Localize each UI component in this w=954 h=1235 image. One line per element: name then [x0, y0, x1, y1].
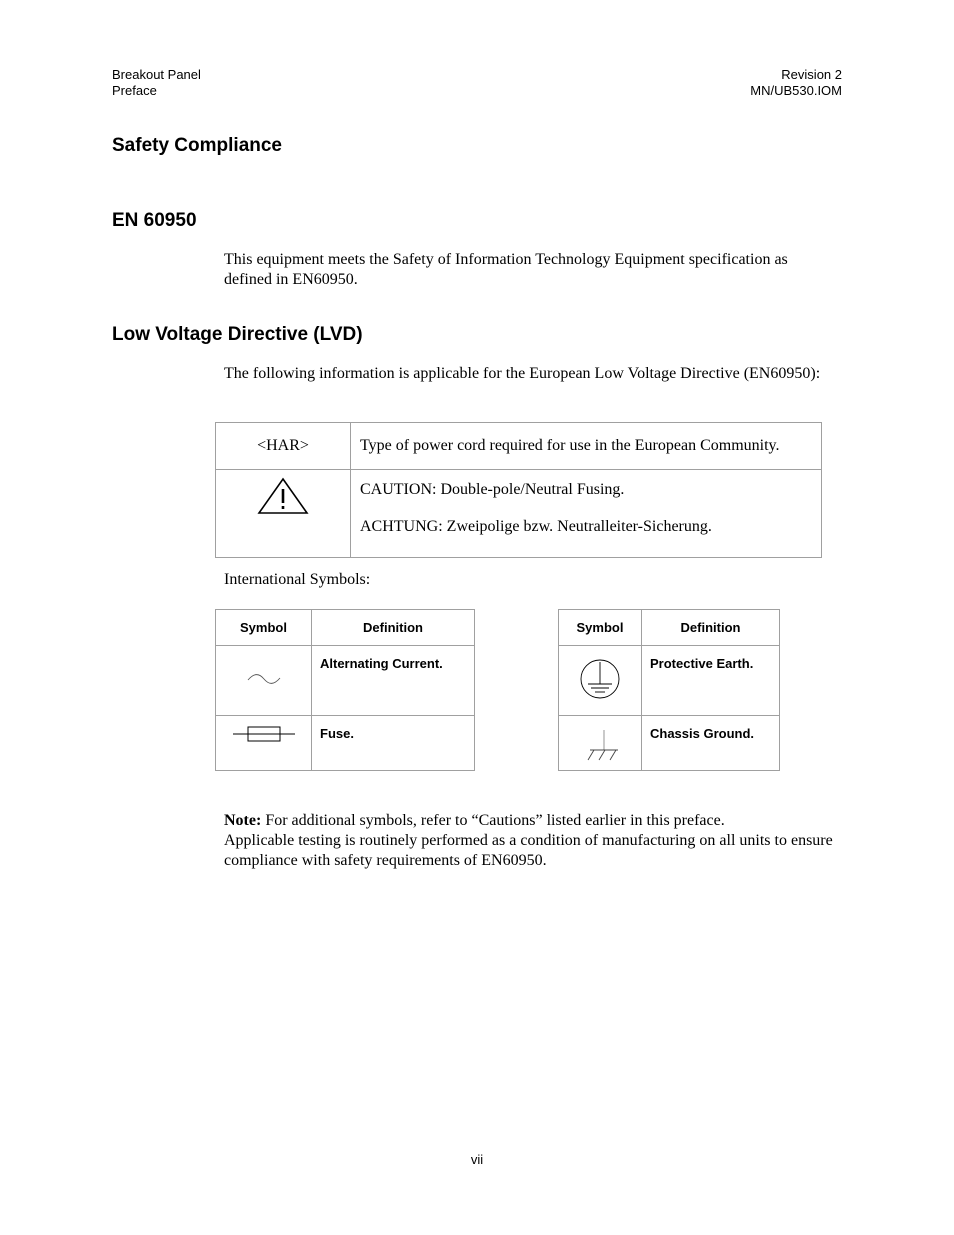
chassis-ground-icon: [578, 722, 622, 762]
har-symbol-cell: [216, 423, 351, 470]
table-header-row: [216, 610, 475, 646]
symbol-cell: [216, 646, 312, 716]
column-header-symbol: Symbol: [559, 610, 642, 646]
caution-symbol-cell: [216, 470, 351, 558]
note-paragraph: [224, 811, 836, 871]
symbol-cell: [559, 716, 642, 771]
definition-cell: [312, 646, 475, 716]
paragraph-en60950: This equipment meets the Safety of Information Technology Equipment specification as defined in EN60950.: [224, 251, 788, 288]
heading-safety-compliance: Safety Compliance: [112, 135, 282, 156]
header-doc-number: MN/UB530.IOM: [750, 83, 842, 98]
definition-alternating-current: Alternating Current.: [320, 656, 443, 671]
symbol-cell: [216, 716, 312, 771]
heading-en60950: EN 60950: [112, 210, 197, 231]
har-description: Type of power cord required for use in the European Community.: [360, 437, 780, 454]
running-header-right: [750, 67, 842, 99]
table-row: [559, 716, 780, 771]
running-header-left: [112, 67, 201, 99]
warning-triangle-icon: [256, 476, 310, 516]
symbols-table-right: [558, 609, 780, 771]
table-row: [216, 423, 822, 470]
table-row: [559, 646, 780, 716]
table-row: [216, 716, 475, 771]
symbols-table-left: [215, 609, 475, 771]
page-number: vii: [470, 1152, 484, 1167]
column-header-symbol: Symbol: [216, 610, 312, 646]
alternating-current-icon: [244, 671, 284, 687]
note-label: Note:: [224, 812, 262, 829]
protective-earth-icon: [578, 656, 622, 702]
note-text: For additional symbols, refer to “Cautions” listed earlier in this preface.: [261, 812, 725, 829]
header-section: Preface: [112, 83, 157, 98]
column-header-definition: Definition: [642, 610, 780, 646]
caution-english: CAUTION: Double-pole/Neutral Fusing.: [360, 481, 625, 498]
note-text-continued: Applicable testing is routinely performed as a condition of manufacturing on all units to ensure compliance with safety requirements of EN60950.: [224, 832, 833, 869]
column-header-definition: Definition: [312, 610, 475, 646]
definition-cell: [642, 646, 780, 716]
caution-german: ACHTUNG: Zweipolige bzw. Neutralleiter-Sicherung.: [360, 518, 712, 535]
international-symbols-label: International Symbols:: [224, 571, 371, 588]
table-row: [216, 470, 822, 558]
table-header-row: [559, 610, 780, 646]
definition-cell: [312, 716, 475, 771]
definition-protective-earth: Protective Earth.: [650, 656, 754, 671]
fuse-icon: [231, 724, 297, 744]
definition-chassis-ground: Chassis Ground.: [650, 726, 755, 741]
caution-description-cell: [351, 470, 822, 558]
heading-lvd: Low Voltage Directive (LVD): [112, 324, 363, 345]
definition-fuse: Fuse.: [320, 726, 354, 741]
lvd-table: [215, 422, 822, 558]
har-description-cell: [351, 423, 822, 470]
paragraph-lvd: The following information is applicable for the European Low Voltage Directive (EN60950):: [224, 365, 821, 382]
har-symbol: <HAR>: [257, 437, 309, 454]
symbol-cell: [559, 646, 642, 716]
table-row: [216, 646, 475, 716]
definition-cell: [642, 716, 780, 771]
header-revision: Revision 2: [781, 67, 842, 82]
header-doc-title: Breakout Panel: [112, 67, 201, 82]
